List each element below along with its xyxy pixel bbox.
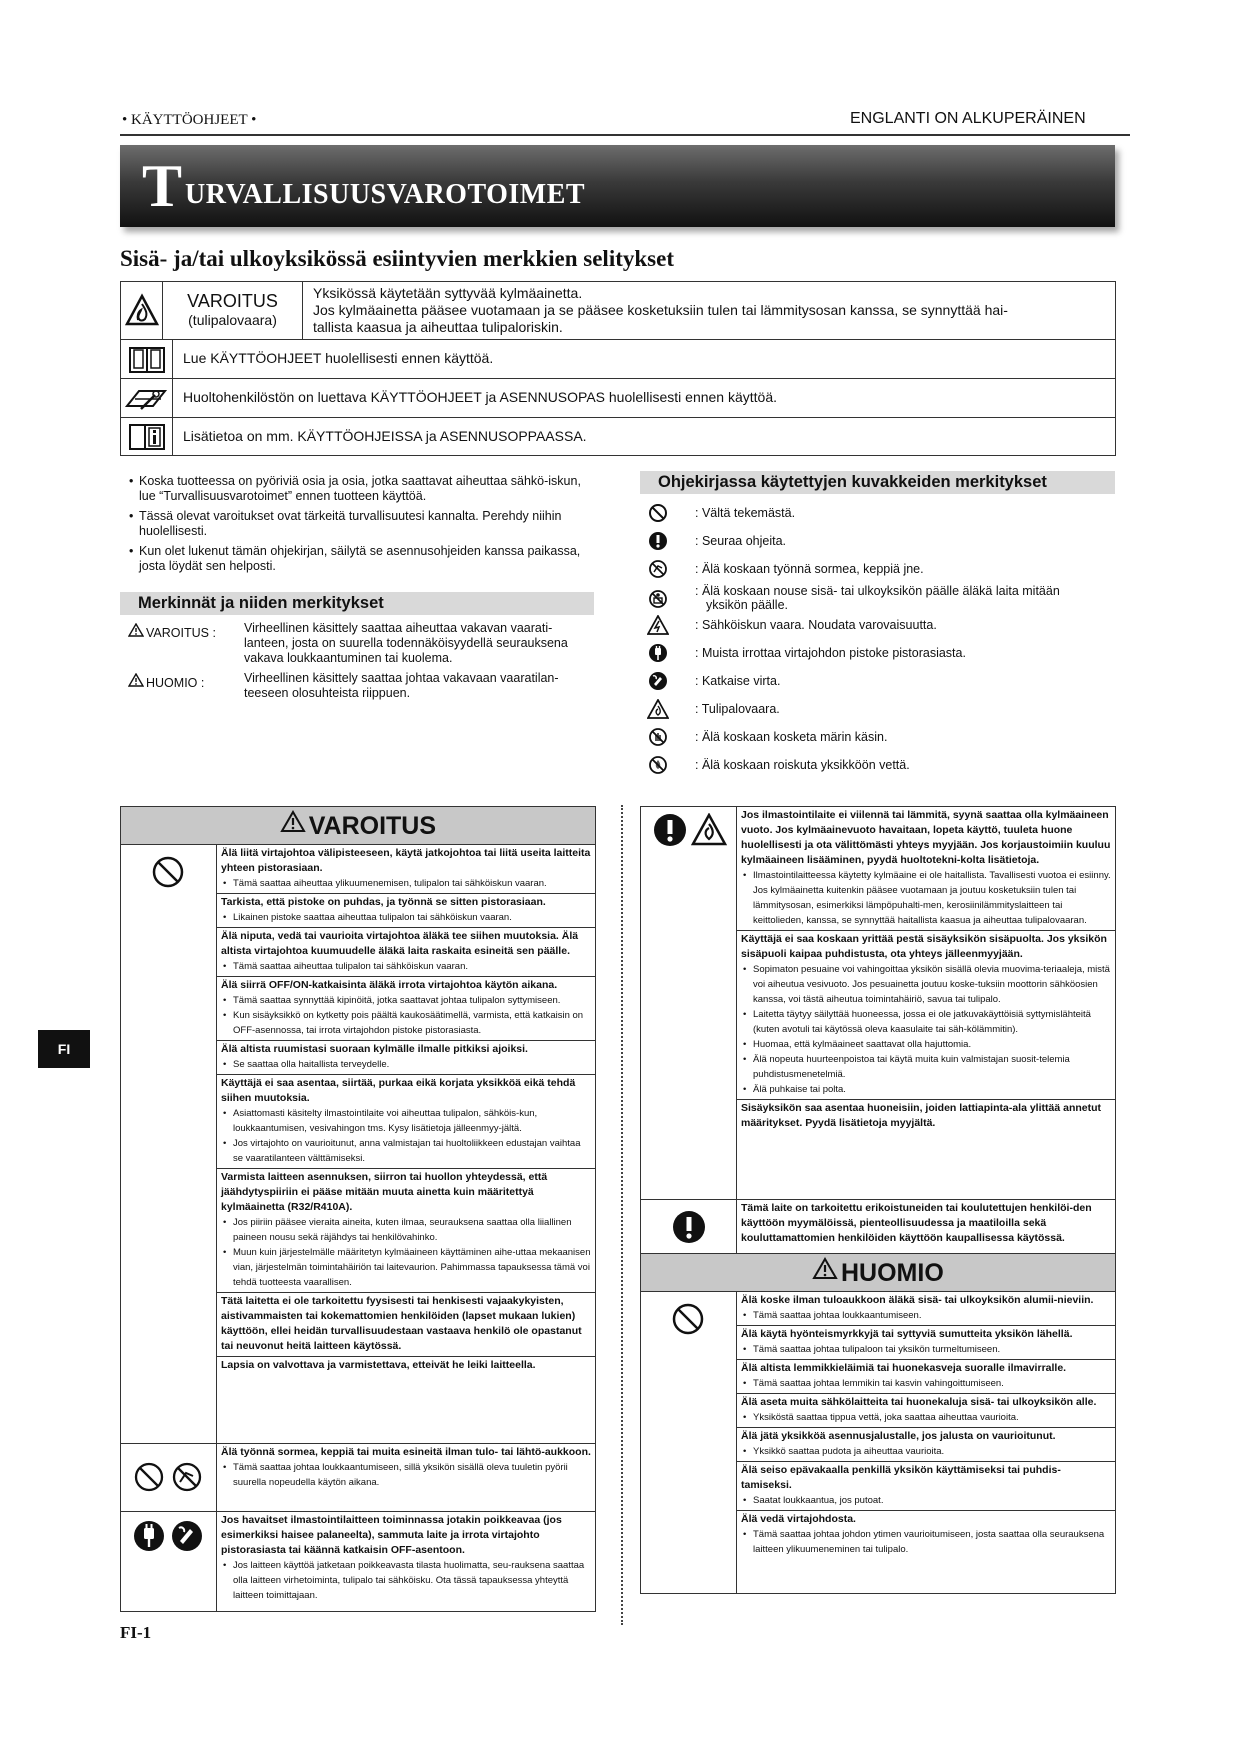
warning-item: Varmista laitteen asennuksen, siirron tai huollon yhteydessä, että jäähdytyspiiriin ei pääse mitään muuta ainetta kuin määritettyä kylmäainetta (R32/R410A). • Jos piiriin pääsee vieraita aineita, kuten ilmaa, seurauksena saattaa olla liiallinen paineen nousu sekä räjähdys tai henkilövahinko. • Muun kuin järjestelmälle määritetyn kylmäaineen käyttäminen aihe-uttaa mekaanisen vian, järjestelmän toimintahäiriön tai laitevaurion. Pahimmassa tapauksessa tämä voi tehdä tuotteesta vaarallisen. bbox=[217, 1169, 595, 1293]
warning-item: Jos ilmastointilaite ei viilennä tai lämmitä, syynä saattaa olla kylmäaineen vuoto. Jos kylmäainevuoto havaitaan, lopeta käyttö, tuuleta huone huolellisesti ja ota välittömästi yhteys myyjään. Jos korjaustoimiin kuuluu kylmäaineen lisääminen, pyydä huoltotekni-kolta lisätietoja. • Ilmastointilaitteessa käytetty kylmäaine ei ole haitallista. Tavallisesti vuotoa ei esiinny. Jos kylmäainetta kuitenkin pääsee vuotamaan ja joutuu kosketuksiin tulen tai lämmitysosan, esimerkiksi lämpöpuhalti-men, kerosiinilämmityslaitteen tai keittolieden, kanssa, se synnyttää haitallista kaasua ja aiheuttaa tulipalovaaran. bbox=[737, 807, 1115, 931]
service-manual-text: Huoltohenkilöstön on luettava KÄYTTÖOHJEET ja ASENNUSOPAS huolellisesti ennen käyttöä. bbox=[183, 389, 778, 405]
caution-item: Älä käytä hyönteismyrkkyjä tai syttyviä sumutteita yksikön lähellä. • Tämä saattaa johtaa tulipaloon tai yksikön turmeltumiseen. bbox=[737, 1326, 1115, 1360]
huomio-title: HUOMIO bbox=[841, 1259, 944, 1287]
prohibited-icon bbox=[671, 1302, 705, 1341]
symbol-row-read-manual bbox=[121, 340, 1115, 379]
varoitus-label: VAROITUS bbox=[187, 291, 278, 311]
right-group-2 bbox=[641, 1200, 1115, 1254]
page-number: FI-1 bbox=[120, 1623, 152, 1642]
right-group-3-icon-cell bbox=[641, 1292, 737, 1593]
header-right: ENGLANTI ON ALKUPERÄINEN bbox=[850, 110, 1086, 127]
warning-item: Älä altista ruumistasi suoraan kylmälle ilmalle pitkiksi ajoiksi. • Se saattaa olla haitallista terveydelle. bbox=[217, 1041, 595, 1075]
read-manual-text: Lue KÄYTTÖOHJEET huolellisesti ennen käyttöä. bbox=[183, 350, 494, 366]
right-group-1 bbox=[641, 807, 1115, 1200]
intro-bullet: • Kun olet lukenut tämän ohjekirjan, säilytä se asennusohjeiden kanssa paikassa, josta löydät sen helposti. bbox=[127, 544, 589, 574]
symbol-row-info bbox=[121, 418, 1115, 455]
warning-item: Älä liitä virtajohtoa välipisteeseen, käytä jatkojohtoa tai liitä useita laitteita yhteen pistorasiaan. • Tämä saattaa aiheuttaa ylikuumenemisen, tulipalon tai sähköiskun vaaran. bbox=[217, 845, 595, 894]
caution-item: Älä aseta muita sähkölaitteita tai huonekaluja sisä- tai ulkoyksikön alle. • Yksiköstä saattaa tippua vettä, joka saattaa aiheuttaa vaurioita. bbox=[737, 1394, 1115, 1428]
title-banner bbox=[120, 145, 1115, 227]
unplug-icon bbox=[133, 1520, 165, 1557]
mandatory-icon bbox=[672, 1210, 706, 1249]
marks-label: HUOMIO : bbox=[146, 676, 205, 690]
no-finger-icon bbox=[648, 559, 668, 582]
left-group-3-text bbox=[217, 1512, 595, 1605]
right-group-3-text bbox=[737, 1292, 1115, 1559]
left-group-2 bbox=[121, 1444, 595, 1512]
symbols-subtitle: Sisä- ja/tai ulkoyksikössä esiintyvien merkkien selitykset bbox=[120, 246, 674, 271]
power-off-icon bbox=[171, 1520, 203, 1557]
service-manual-icon bbox=[121, 379, 173, 418]
mandatory-icon bbox=[653, 813, 687, 852]
warning-item: Älä niputa, vedä tai vaurioita virtajohtoa äläkä tee siihen muutoksia. Älä altista virtajohtoa kuumuudelle äläkä laita raskaita esineitä sen päälle. • Tämä saattaa aiheuttaa tulipalon tai sähköiskun vaaran. bbox=[217, 928, 595, 977]
caution-item: Älä altista lemmikkieläimiä tai huonekasveja suoralle ilmavirralle. • Tämä saattaa johtaa lemmikin tai kasvin vahingoittumiseen. bbox=[737, 1360, 1115, 1394]
right-warning-table bbox=[640, 806, 1116, 1594]
intro-bullet: • Koska tuotteessa on pyöriviä osia ja osia, jotka saattavat aiheuttaa sähkö-iskun, lue “Turvallisuusvarotoimet” ennen tuotteen käyttöä. bbox=[127, 474, 589, 504]
caution-item: Älä jätä yksikköä asennusjalustalle, jos jalusta on vaurioitunut. • Yksikkö saattaa pudota ja aiheuttaa vaurioita. bbox=[737, 1428, 1115, 1462]
warning-title-icon bbox=[280, 810, 306, 838]
marks-text: Virheellinen käsittely saattaa johtaa vakavaan vaaratilan-teeseen olosuhteista riippuen. bbox=[244, 671, 559, 700]
left-group-3 bbox=[121, 1512, 595, 1611]
symbol-row-fire bbox=[121, 282, 1115, 340]
right-group-3 bbox=[641, 1292, 1115, 1593]
info-text: Lisätietoa on mm. KÄYTTÖOHJEISSA ja ASENNUSOPPAASSA. bbox=[183, 428, 587, 444]
header-left: • KÄYTTÖOHJEET • bbox=[122, 112, 257, 128]
caution-item: Älä vedä virtajohdosta. • Tämä saattaa johtaa johdon ytimen vaurioitumiseen, josta saattaa olla seurauksena laitteen ylikuumeneminen tai tulipalo. bbox=[737, 1511, 1115, 1559]
caution-item: Älä seiso epävakaalla penkillä yksikön käyttämiseksi tai puhdis-tamiseksi. • Saatat loukkaantua, jos putoat. bbox=[737, 1462, 1115, 1511]
warning-item: Käyttäjä ei saa koskaan yrittää pestä sisäyksikön sisäpuolta. Jos yksikön sisäpuoli kaipaa puhdistusta, ota yhteys jälleenmyyjään. • Sopimaton pesuaine voi vahingoittaa yksikön sisällä olevia muovima-teriaaleja, mistä voi aiheutua vesivuoto. Jos pesuainetta joutuu koske-tuksiin moottorin sähköosien kanssa, voi tästä aiheutua toimintahäiriö, savua tai tulipalo. • Laitetta täytyy säilyttää huoneessa, jossa ei ole jatkuvakäyttöisiä syttymislähteitä (kuten avotuli tai käytössä oleva kaasulaite tai säh-kölämmitin). • Huomaa, että kylmäaineet saattavat olla hajuttomia. • Älä nopeuta huurteenpoistoa tai käytä muita kuin valmistajan suosit-telemia puhdistusmenetelmiä. • Älä puhkaise tai polta. bbox=[737, 931, 1115, 1100]
fire-warning-text: Yksikössä käytetään syttyvää kylmäainetta. Jos kylmäainetta pääsee vuotamaan ja se pääsee kosketuksiin tulen tai lämmitysosan kanssa, se synnyttää hai- tallista kaasua ja aiheuttaa tulipaloriskin. bbox=[313, 285, 1008, 335]
caution-triangle-icon bbox=[128, 673, 144, 691]
info-book-icon bbox=[121, 418, 173, 455]
left-group-3-icon-cell bbox=[121, 1512, 217, 1611]
left-group-1-icon-cell bbox=[121, 845, 217, 1444]
caution-title-icon bbox=[812, 1257, 838, 1285]
varoitus-title-bar bbox=[121, 807, 595, 845]
intro-bullets bbox=[127, 474, 589, 574]
warning-item: Jos havaitset ilmastointilaitteen toiminnassa jotakin poikkeavaa (jos esimerkiksi haisee palaneelta), sammuta laite ja irrota virtajohto pistorasiasta tai käännä katkaisin OFF-asentoon. • Jos laitteen käyttöä jatketaan poikkeavasta tilasta huolimatta, seu-rauksena saattaa olla laitteen virhetoiminta, tulipalo tai sähköisku. Ota tässä tapauksessa yhteyttä laitteen toimittajaan. bbox=[217, 1512, 595, 1605]
marks-label: VAROITUS : bbox=[146, 626, 216, 640]
symbol-table bbox=[120, 281, 1116, 456]
warning-item: Käyttäjä ei saa asentaa, siirtää, purkaa eikä korjata yksikköä eikä tehdä siihen muutoksia. • Asiattomasti käsitelty ilmastointilaite voi aiheuttaa tulipalon, sähköis-kun, loukkaantumisen, vesivahingon tms. Kysy lisätietoja jälleenmyy-jältä. • Jos virtajohto on vaurioitunut, anna valmistajan tai huoltoliikkeen edustajan vaihtaa se vaaratilanteen välttämiseksi. bbox=[217, 1075, 595, 1169]
right-group-2-icon-cell bbox=[641, 1200, 737, 1254]
fire-warning-icon bbox=[121, 282, 163, 340]
warning-triangle-icon bbox=[128, 623, 144, 641]
warning-item: Älä siirrä OFF/ON-katkaisinta äläkä irrota virtajohtoa käytön aikana. • Tämä saattaa synnyttää kipinöitä, jotka saattavat johtaa tulipalon syttymiseen. • Kun sisäyksikkö on kytketty pois päältä kaukosäätimellä, varmista, että katkaisin on OFF-asennossa, tai irrota virtajohdon pistoke pistorasiasta. bbox=[217, 977, 595, 1041]
warning-item: Sisäyksikön saa asentaa huoneisiin, joiden lattiapinta-ala ylittää annetut määritykset. Pyydä lisätietoja myyjältä. bbox=[741, 1102, 1102, 1129]
left-warning-table bbox=[120, 806, 596, 1612]
fire-hazard-icon bbox=[647, 699, 669, 722]
left-group-2-icon-cell bbox=[121, 1444, 217, 1512]
warning-item: Tämä laite on tarkoitettu erikoistuneiden tai koulutettujen henkilöi-den käyttöön myymälöissä, pienteollisuudessa ja maatiloilla sekä kouluttamattomien henkilöiden käyttöön kaupallisessa käytössä. bbox=[741, 1202, 1092, 1244]
left-group-1 bbox=[121, 845, 595, 1444]
left-group-2-text bbox=[217, 1444, 595, 1492]
warning-item: Lapsia on valvottava ja varmistettava, etteivät he leiki laitteella. bbox=[221, 1359, 536, 1371]
no-water-icon bbox=[648, 755, 668, 778]
column-divider bbox=[621, 805, 623, 1625]
huomio-title-bar bbox=[641, 1254, 1115, 1292]
prohibited-icon bbox=[648, 503, 668, 526]
marks-text: Virheellinen käsittely saattaa aiheuttaa vakavan vaarati-lanteen, josta on suurella todennäköisyydellä seurauksena vakava loukkaantuminen tai kuolema. bbox=[244, 621, 568, 665]
fire-hazard-icon bbox=[691, 813, 727, 852]
mandatory-icon bbox=[648, 531, 668, 554]
prohibited-icon bbox=[151, 855, 185, 894]
header-rule bbox=[120, 134, 1130, 136]
no-finger-icon bbox=[171, 1461, 203, 1498]
power-off-icon bbox=[648, 671, 668, 694]
right-group-1-icon-cell bbox=[641, 807, 737, 1200]
warning-item: Tarkista, että pistoke on puhdas, ja työnnä se sitten pistorasiaan. • Likainen pistoke saattaa aiheuttaa tulipalon tai sähköiskun vaaran. bbox=[217, 894, 595, 928]
right-group-1-text bbox=[737, 807, 1115, 1133]
caution-item: Älä koske ilman tuloaukkoon äläkä sisä- tai ulkoyksikön alumii-nieviin. • Tämä saattaa johtaa loukkaantumiseen. bbox=[737, 1292, 1115, 1326]
no-step-icon bbox=[648, 589, 668, 612]
symbol-row-service-manual bbox=[121, 379, 1115, 418]
prohibited-icon bbox=[133, 1461, 165, 1498]
language-tab: FI bbox=[38, 1030, 90, 1068]
no-wet-hands-icon bbox=[648, 727, 668, 750]
open-book-icon bbox=[121, 340, 173, 379]
varoitus-sublabel: (tulipalovaara) bbox=[188, 312, 277, 328]
varoitus-title: VAROITUS bbox=[308, 812, 437, 840]
warning-item: Tätä laitetta ei ole tarkoitettu fyysisesti tai henkisesti vajaakykyisten, aistivammaisten tai kokemattomien henkilöiden (lapset mukaan lukien) käyttöön, ellei heidän turvallisuudestaan vastaava henkilö ole opastanut tai neuvonut heitä laitteen käytössä. bbox=[217, 1293, 595, 1357]
unplug-icon bbox=[648, 643, 668, 666]
varoitus-label-cell bbox=[163, 282, 303, 340]
right-group-2-text bbox=[737, 1200, 1115, 1248]
warning-item: Älä työnnä sormea, keppiä tai muita esineitä ilman tulo- tai lähtö-aukkoon. • Tämä saattaa johtaa loukkaantumiseen, sillä yksikön sisällä oleva tuuletin pyörii suurella nopeudella käytön aikana. bbox=[217, 1444, 595, 1492]
electric-shock-icon bbox=[647, 615, 669, 638]
marks-section-title: Merkinnät ja niiden merkitykset bbox=[120, 592, 594, 615]
title-cap: T bbox=[142, 153, 183, 219]
intro-bullet: • Tässä olevat varoitukset ovat tärkeitä turvallisuutesi kannalta. Perehdy niihin huolellisesti. bbox=[127, 509, 589, 539]
page-title: URVALLISUUSVAROTOIMET bbox=[185, 179, 586, 210]
left-group-1-text bbox=[217, 845, 595, 1375]
icons-section-title: Ohjekirjassa käytettyjen kuvakkeiden merkitykset bbox=[640, 471, 1115, 494]
